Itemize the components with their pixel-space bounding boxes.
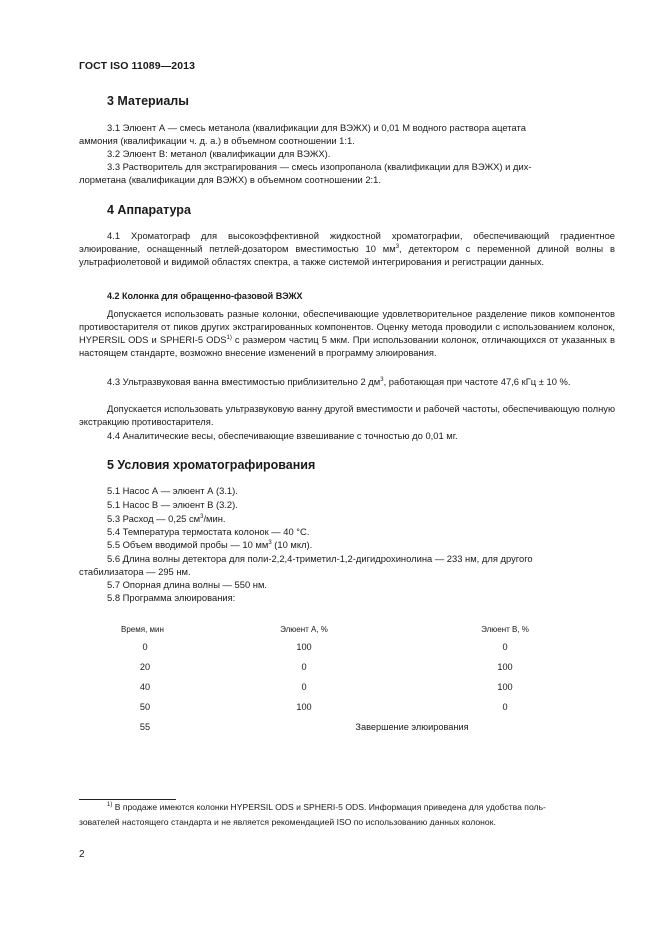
para-4-1: 4.1 Хроматограф для высокоэффективной жидкостной хроматографии, обеспечивающий градиентное элюирование, оснащенный петлей-дозатором вместимостью 10 $мм^3$, детектором с переменной длиной волны в ультрафиолетовой и видимой областях спектра, а также системой интегрирования и регистрации данных. xyxy=(79,230,615,268)
table-header-eluent-b: Элюент В, % xyxy=(481,625,529,634)
table-cell: 50 xyxy=(139,702,151,712)
para-4-4: 4.4 Аналитические весы, обеспечивающие взвешивание с точностью до 0,01 мг. xyxy=(107,430,458,441)
para-3-1-line2: аммония (квалификации ч. д. а.) в объемном соотношении 1:1. xyxy=(79,135,355,146)
para-5-6-line1: 5.6 Длина волны детектора для поли-2,2,4-триметил-1,2-дигидрохинолина — 233 нм, для другого xyxy=(107,553,533,564)
table-cell: 100 xyxy=(296,702,312,712)
para-5-4: 5.4 Температура термостата колонок — 40 °С. xyxy=(107,526,310,537)
para-3-2: 3.2 Элюент В: метанол (квалификации для ВЭЖХ). xyxy=(107,148,331,159)
subsection-4-2-title: 4.2 Колонка для обращенно-фазовой ВЭЖХ xyxy=(107,291,303,301)
table-header-eluent-a: Элюент А, % xyxy=(280,625,328,634)
table-cell: 0 xyxy=(142,642,148,652)
para-3-3-line2: лорметана (квалификации для ВЭЖХ) в объемном соотношении 2:1. xyxy=(79,174,381,185)
para-5-8: 5.8 Программа элюирования: xyxy=(107,592,236,603)
table-cell: 55 xyxy=(139,722,151,732)
section-4-title: 4 Аппаратура xyxy=(107,203,191,217)
para-3-3-line1: 3.3 Растворитель для экстрагирования — смесь изопропанола (квалификации для ВЭЖХ) и дих- xyxy=(107,161,532,172)
table-cell: 0 xyxy=(301,662,307,672)
section-5-title: 5 Условия хроматографирования xyxy=(107,458,316,472)
para-5-6-line2: стабилизатора — 295 нм. xyxy=(79,566,191,577)
table-cell: 100 xyxy=(296,642,312,652)
table-cell: 0 xyxy=(301,682,307,692)
para-4-2: Допускается использовать разные колонки, обеспечивающие удовлетворительное разделение пиков компонентов противостарителя от пиков других экстрагированных компонентов. Оценку метода проводили с использованием колонок, HYPERSIL ODS и SPHERI-5 ODS$^{1)}$ с размером частиц 5 мкм. При использовании колонок, отличающихся от указанных в настоящем стандарте, возможно внесение изменений в программу элюирования. xyxy=(79,308,615,359)
table-cell: 100 xyxy=(497,682,513,692)
para-4-3: 4.3 Ультразвуковая ванна вместимостью приблизительно 2 $дм^3$, работающая при частоте 47,6 кГц ± 10 %. xyxy=(107,376,571,387)
para-5-2: 5.1 Насос В — элюент В (3.2). xyxy=(107,499,238,510)
table-cell: 40 xyxy=(139,682,151,692)
table-cell: 0 xyxy=(502,642,508,652)
para-5-7: 5.7 Опорная длина волны — 550 нм. xyxy=(107,579,268,590)
section-3-title: 3 Материалы xyxy=(107,94,189,108)
table-cell: 0 xyxy=(502,702,508,712)
footnote: $^{1)}$ В продаже имеются колонки HYPERSIL ODS и SPHERI-5 ODS. Информация приведена для удобства поль- зователей настоящего стандарта и не является рекомендацией ISO по использованию данных колонок. xyxy=(79,802,546,827)
para-5-1: 5.1 Насос А — элюент А (3.1). xyxy=(107,485,238,496)
table-end-note: Завершение элюирования xyxy=(355,722,469,732)
para-5-3: 5.3 Расход — 0,25 $см^3$/мин. xyxy=(107,513,226,524)
standard-header: ГОСТ ISO 11089—2013 xyxy=(79,60,196,72)
page-number: 2 xyxy=(79,849,85,860)
table-cell: 20 xyxy=(139,662,151,672)
para-4-3-note: Допускается использовать ультразвуковую ванну другой вместимости и рабочей частоты, обеспечивающую полную экстракцию противостарителя. xyxy=(79,403,615,428)
para-5-5: 5.5 Объем вводимой пробы — 10 $мм^3$ (10 мкл). xyxy=(107,539,313,550)
para-3-1-line1: 3.1 Элюент А — смесь метанола (квалификации для ВЭЖХ) и 0,01 М водного раствора ацетата xyxy=(107,122,526,133)
table-header-time: Время, мин xyxy=(121,625,164,634)
table-cell: 100 xyxy=(497,662,513,672)
